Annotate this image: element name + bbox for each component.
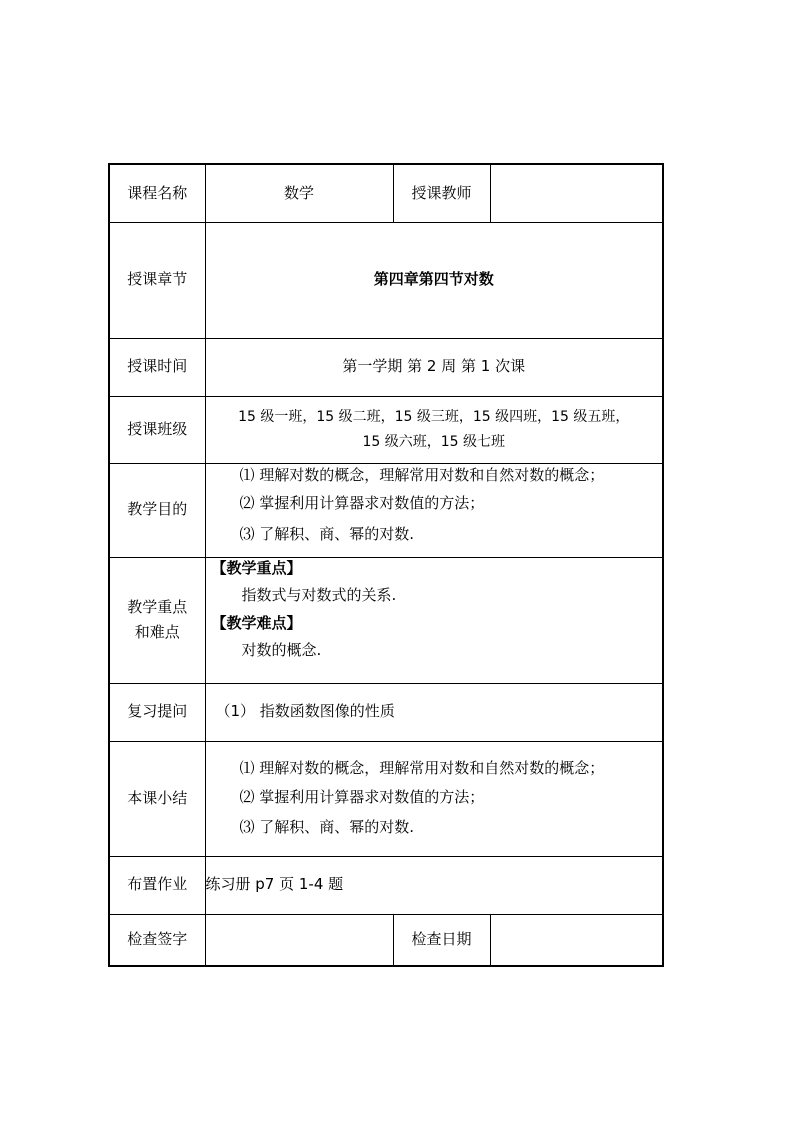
summary-item: ⑵ 掌握利用计算器求对数值的方法； — [239, 787, 485, 806]
difficulty-text: 对数的概念. — [241, 641, 322, 659]
summary-list — [205, 741, 663, 856]
check-sign-value — [205, 914, 393, 966]
focus-heading: 【教学重点】 — [211, 558, 302, 577]
summary-label: 本课小结 — [109, 741, 205, 856]
row-course — [109, 164, 663, 222]
objective-item: ⑴ 理解对数的概念，理解常用对数和自然对数的概念； — [239, 465, 605, 484]
row-time — [109, 338, 663, 396]
teacher-label: 授课教师 — [393, 164, 490, 222]
row-chapter — [109, 222, 663, 338]
course-name-label: 课程名称 — [109, 164, 205, 222]
key-points-label-line-2: 和难点 — [134, 623, 180, 641]
row-key-points — [109, 557, 663, 683]
row-objectives — [109, 463, 663, 557]
lesson-plan-table — [108, 163, 664, 967]
classes-line-2: 15 级六班，15 级七班 — [362, 433, 506, 450]
homework-label: 布置作业 — [109, 856, 205, 914]
row-review — [109, 683, 663, 741]
check-date-value — [490, 914, 663, 966]
classes-value — [205, 396, 663, 463]
classes-label: 授课班级 — [109, 396, 205, 463]
course-name-value: 数学 — [205, 164, 393, 222]
row-check — [109, 914, 663, 966]
check-date-label: 检查日期 — [393, 914, 490, 966]
objective-item: ⑶ 了解积、商、幂的对数. — [239, 524, 415, 543]
row-classes — [109, 396, 663, 463]
row-summary — [109, 741, 663, 856]
review-value: （1） 指数函数图像的性质 — [205, 683, 663, 741]
chapter-value: 第四章第四节对数 — [205, 222, 663, 338]
check-sign-label: 检查签字 — [109, 914, 205, 966]
objective-item: ⑵ 掌握利用计算器求对数值的方法； — [239, 494, 485, 512]
teacher-value — [490, 164, 663, 222]
key-points-label — [109, 557, 205, 683]
homework-value: 练习册 p7 页 1-4 题 — [205, 856, 663, 914]
row-homework — [109, 856, 663, 914]
focus-text: 指数式与对数式的关系. — [241, 586, 397, 604]
review-label: 复习提问 — [109, 683, 205, 741]
difficulty-heading: 【教学难点】 — [211, 613, 302, 632]
summary-item: ⑴ 理解对数的概念，理解常用对数和自然对数的概念； — [239, 759, 605, 778]
objectives-list — [205, 463, 663, 557]
time-label: 授课时间 — [109, 338, 205, 396]
objectives-label: 教学目的 — [109, 463, 205, 557]
chapter-label: 授课章节 — [109, 222, 205, 338]
key-points-content — [205, 557, 663, 683]
classes-line-1: 15 级一班，15 级二班，15 级三班，15 级四班，15 级五班， — [238, 409, 630, 426]
key-points-label-line-1: 教学重点 — [127, 597, 188, 616]
time-value: 第一学期 第 2 周 第 1 次课 — [205, 338, 663, 396]
summary-item: ⑶ 了解积、商、幂的对数. — [239, 818, 415, 837]
